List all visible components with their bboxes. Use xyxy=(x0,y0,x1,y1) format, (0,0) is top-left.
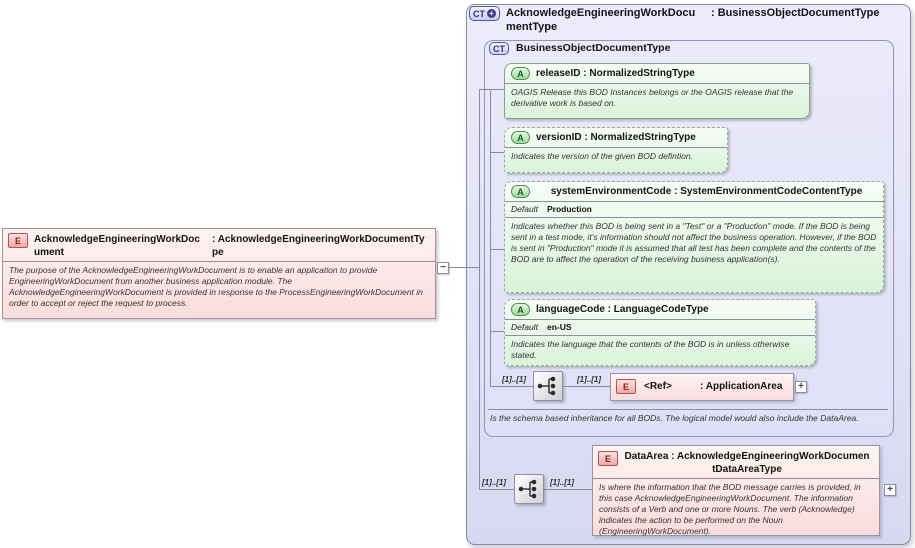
connector-stub-versionid xyxy=(490,152,504,153)
attribute-badge: A xyxy=(511,67,530,80)
sequence-glyph xyxy=(516,476,542,502)
attribute-annotation: Indicates the language that the contents of the BOD is in unless otherwise stated. xyxy=(511,339,790,360)
attribute-badge: A xyxy=(511,303,530,316)
connector-outer-spine xyxy=(479,89,480,490)
connector-entry-line xyxy=(449,267,479,268)
element-badge: E xyxy=(598,451,618,466)
ct-badge-label: CT xyxy=(473,8,485,19)
outer-type-name: AcknowledgeEngineeringWorkDocumentType xyxy=(506,7,696,33)
outer-type-base: : BusinessObjectDocumentType xyxy=(711,7,880,19)
expand-toggle-dataarea[interactable]: + xyxy=(884,484,896,496)
element-badge: E xyxy=(8,233,28,248)
connector-stub-releaseid xyxy=(479,89,504,90)
divider xyxy=(488,409,888,410)
connector-stub-languagecode xyxy=(490,331,504,332)
cardinality-label: [1]..[1] xyxy=(550,478,574,487)
complex-type-badge xyxy=(489,42,509,55)
attribute-title: systemEnvironmentCode : SystemEnvironmentCodeContentType xyxy=(550,186,863,197)
element-box-dataarea xyxy=(592,445,880,536)
element-box-applicationarea-ref xyxy=(610,373,794,401)
expand-toggle-applicationarea[interactable]: + xyxy=(795,381,807,393)
attribute-badge: A xyxy=(511,185,530,198)
attribute-box-languagecode xyxy=(504,299,816,366)
element-badge: E xyxy=(616,379,636,394)
base-type-name: BusinessObjectDocumentType xyxy=(516,42,671,54)
base-type-header xyxy=(489,42,670,55)
connector-attribute-spine xyxy=(490,89,491,387)
root-element-name: AcknowledgeEngineeringWorkDocument xyxy=(34,234,200,258)
default-value-row xyxy=(505,202,883,217)
connector-stub-systemenvironmentcode xyxy=(490,249,504,250)
outer-type-header xyxy=(469,6,905,34)
base-type-annotation: Is the schema based inheritance for all BODs. The logical model would also include the DataArea. xyxy=(490,413,859,423)
attribute-annotation: Indicates whether this BOD is being sent in a "Test" or a "Production" mode. If the BOD is being sent in a test mode, it's information should not affect the business operation. However, if the BOD is sent in "Production" mode it is assumed that all test has been complete and the contents of the BOD are to affect the operation of the receiving business application(s). xyxy=(511,221,877,264)
attribute-badge: A xyxy=(511,131,530,144)
cardinality-label: [1]..[1] xyxy=(482,478,506,487)
attribute-title: versionID : NormalizedStringType xyxy=(536,132,696,143)
default-value: en-US xyxy=(547,322,572,332)
cardinality-label: [1]..[1] xyxy=(502,375,526,384)
attribute-box-versionid xyxy=(504,127,728,173)
attribute-annotation: OAGIS Release this BOD Instances belongs or the OAGIS release that the derivative work is based on. xyxy=(511,87,794,108)
cardinality-label: [1]..[1] xyxy=(577,375,601,384)
collapse-toggle-root-element[interactable]: − xyxy=(437,262,449,274)
dataarea-annotation: Is where the information that the BOD message carries is provided, in this case AcknowledgeEngineeringWorkDocument. The information consists of a Verb and one or more Nouns. The verb (Acknowledge) indicates the action to be performed on the Noun (EngineeringWorkDocument). xyxy=(599,482,861,536)
sequence-glyph xyxy=(535,373,561,399)
attribute-title: languageCode : LanguageCodeType xyxy=(536,304,709,315)
element-box-acknowledgeengineeringworkdocument xyxy=(2,228,436,319)
ref-element-name: <Ref> xyxy=(644,381,672,392)
dataarea-title: DataArea : AcknowledgeEngineeringWorkDocumentDataAreaType xyxy=(624,451,870,475)
attribute-title: releaseID : NormalizedStringType xyxy=(536,68,695,79)
sequence-compositor-icon xyxy=(533,371,563,401)
complex-type-plus-badge xyxy=(469,6,500,21)
default-value-row xyxy=(505,320,815,335)
default-value: Production xyxy=(547,204,592,214)
sequence-compositor-icon xyxy=(514,474,544,504)
ct-badge-label: CT xyxy=(493,43,505,54)
ref-element-type: : ApplicationArea xyxy=(700,381,783,392)
root-element-annotation: The purpose of the AcknowledgeEngineeringWorkDocument is to enable an application to provide EngineeringWorkDocument from another business application module. The AcknowledgeEngineeringWorkDocument is provided in response to the ProcessEngineeringWorkDocument in order to accept or reject the request to process. xyxy=(9,265,423,308)
derived-type-plus-icon: + xyxy=(487,9,496,18)
attribute-box-releaseid xyxy=(504,63,810,119)
attribute-annotation: Indicates the version of the given BOD defintion. xyxy=(511,151,693,161)
default-label: Default xyxy=(511,322,538,332)
default-label: Default xyxy=(511,204,538,214)
attribute-box-systemenvironmentcode xyxy=(504,181,884,293)
root-element-type: : AcknowledgeEngineeringWorkDocumentType xyxy=(212,234,425,258)
